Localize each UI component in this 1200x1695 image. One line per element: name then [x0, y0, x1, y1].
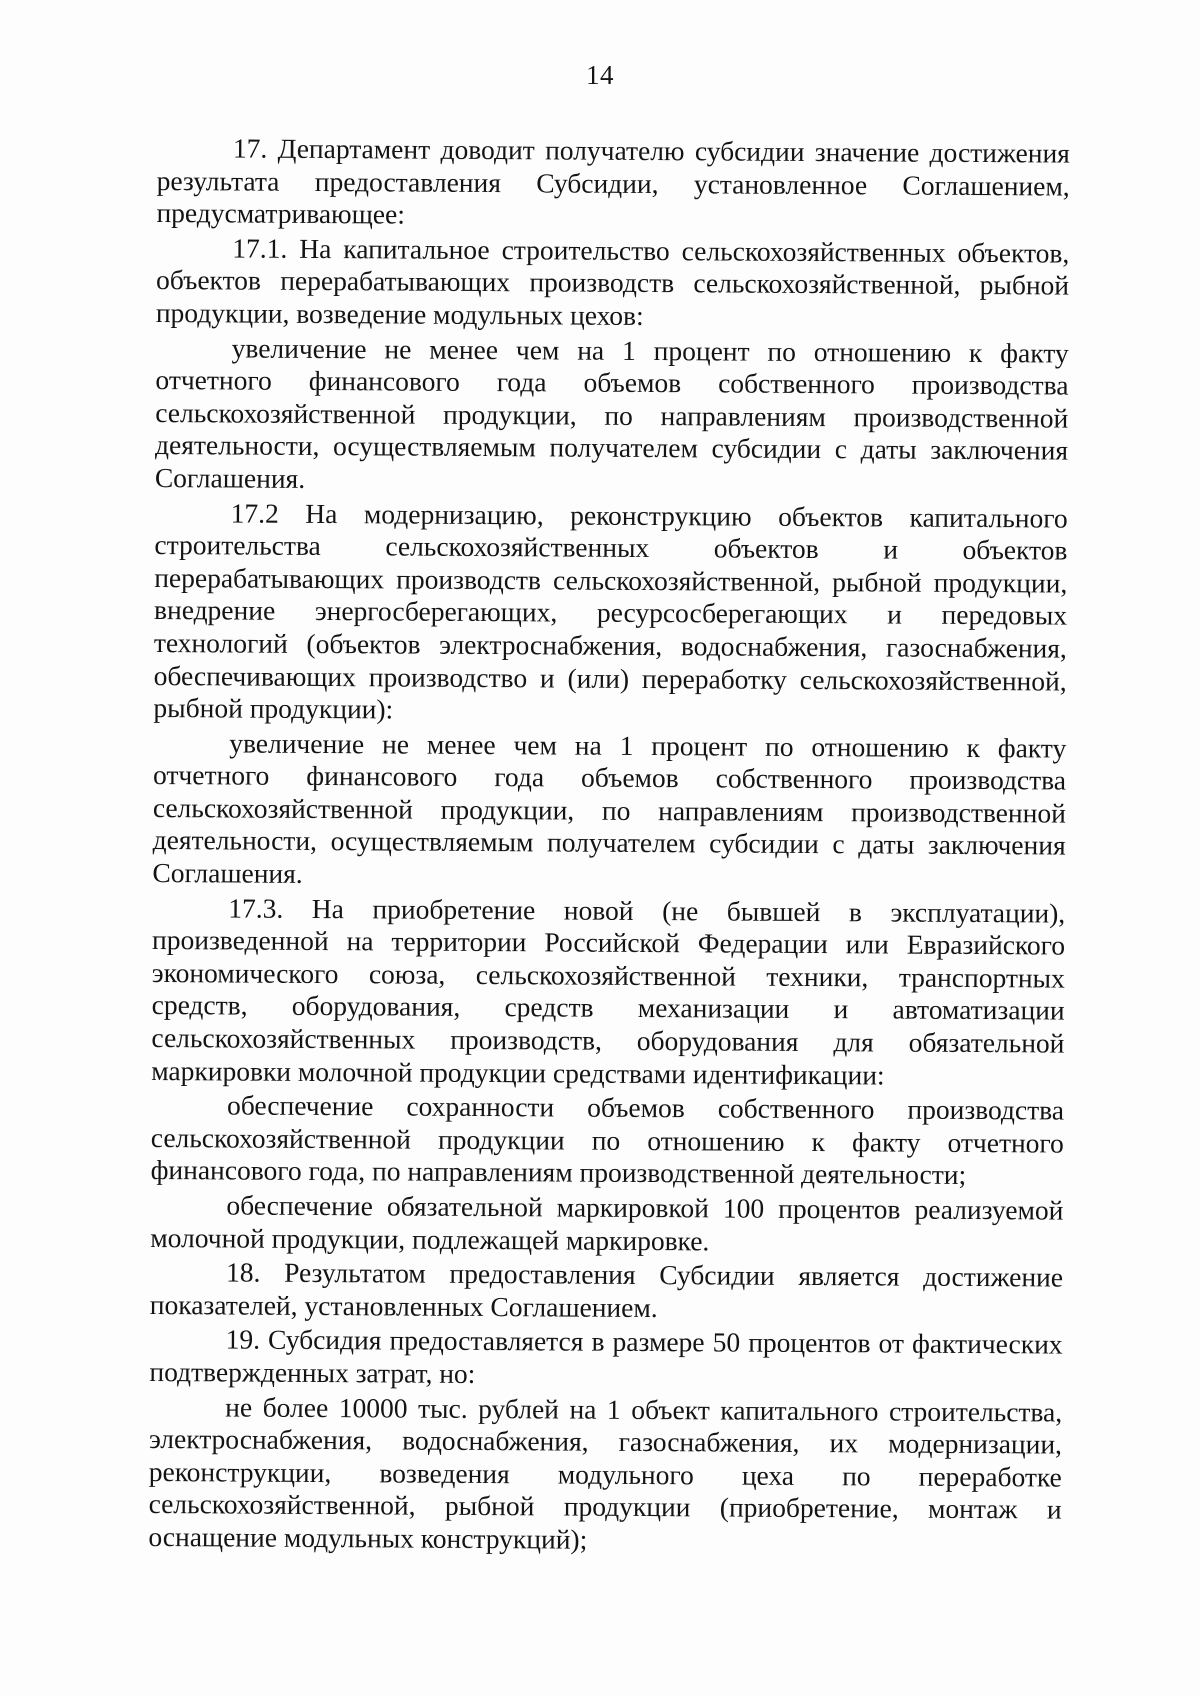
paragraph-17-1: 17.1. На капитальное строительство сельскохозяйственных объектов, объектов перерабатывающих производств сельскохозяйственной, рыбной продукции, возведение модульных цехов:: [155, 232, 1070, 331]
paragraph-17: 17. Департамент доводит получателю субсидии значение достижения результата предоставления Субсидии, установленное Соглашением, предусматривающее:: [156, 132, 1070, 230]
paragraph-18: 18. Результатом предоставления Субсидии является достижение показателей, установленных Соглашением.: [149, 1256, 1064, 1323]
document-body: [148, 132, 1070, 1559]
paragraph-17-3-result-2: обеспечение обязательной маркировкой 100 процентов реализуемой молочной продукции, подлежащей маркировке.: [150, 1189, 1064, 1256]
paragraph-17-1-result: увеличение не менее чем на 1 процент по отношению к факту отчетного финансового года объемов собственного производства сельскохозяйственной продукции, по направлениям производственной деятельности, осуществляемым получателем субсидии с даты заключения Соглашения.: [154, 332, 1069, 494]
paragraph-17-3-result-1: обеспечение сохранности объемов собственного производства сельскохозяйственной продукции по отношению к факту отчетного финансового года, по направлениям производственной деятельности;: [150, 1089, 1065, 1191]
paragraph-17-3: 17.3. На приобретение новой (не бывшей в эксплуатации), произведенной на территории Российской Федерации или Евразийского экономического союза, сельскохозяйственной техники, транспортных средств, оборудования, средств механизации и автоматизации сельскохозяйственных производств, оборудования для обязательной маркировки молочной продукции средствами идентификации:: [151, 892, 1066, 1091]
page-number: 14: [586, 60, 614, 90]
paragraph-19: 19. Субсидия предоставляется в размере 50 процентов от фактических подтвержденных затрат, но:: [149, 1323, 1063, 1389]
paragraph-19-limit: не более 10000 тыс. рублей на 1 объект капитального строительства, электроснабжения, водоснабжения, газоснабжения, их модернизации, реконструкции, возведения модульного цеха по переработке сельскохозяйственной, рыбной продукции (приобретение, монтаж и оснащение модульных конструкций);: [148, 1391, 1063, 1555]
paragraph-17-2: 17.2 На модернизацию, реконструкцию объектов капитального строительства сельскохозяйственных объектов и объектов перерабатывающих производств сельскохозяйственной, рыбной продукции, внедрение энергосберегающих, ресурсосберегающих и передовых технологий (объектов электроснабжения, водоснабжения, газоснабжения, обеспечивающих производство и (или) переработку сельскохозяйственной, рыбной продукции):: [153, 496, 1068, 725]
paragraph-17-2-result: увеличение не менее чем на 1 процент по отношению к факту отчетного финансового года объемов собственного производства сельскохозяйственной продукции, по направлениям производственной деятельности, осуществляемым получателем субсидии с даты заключения Соглашения.: [152, 727, 1067, 889]
